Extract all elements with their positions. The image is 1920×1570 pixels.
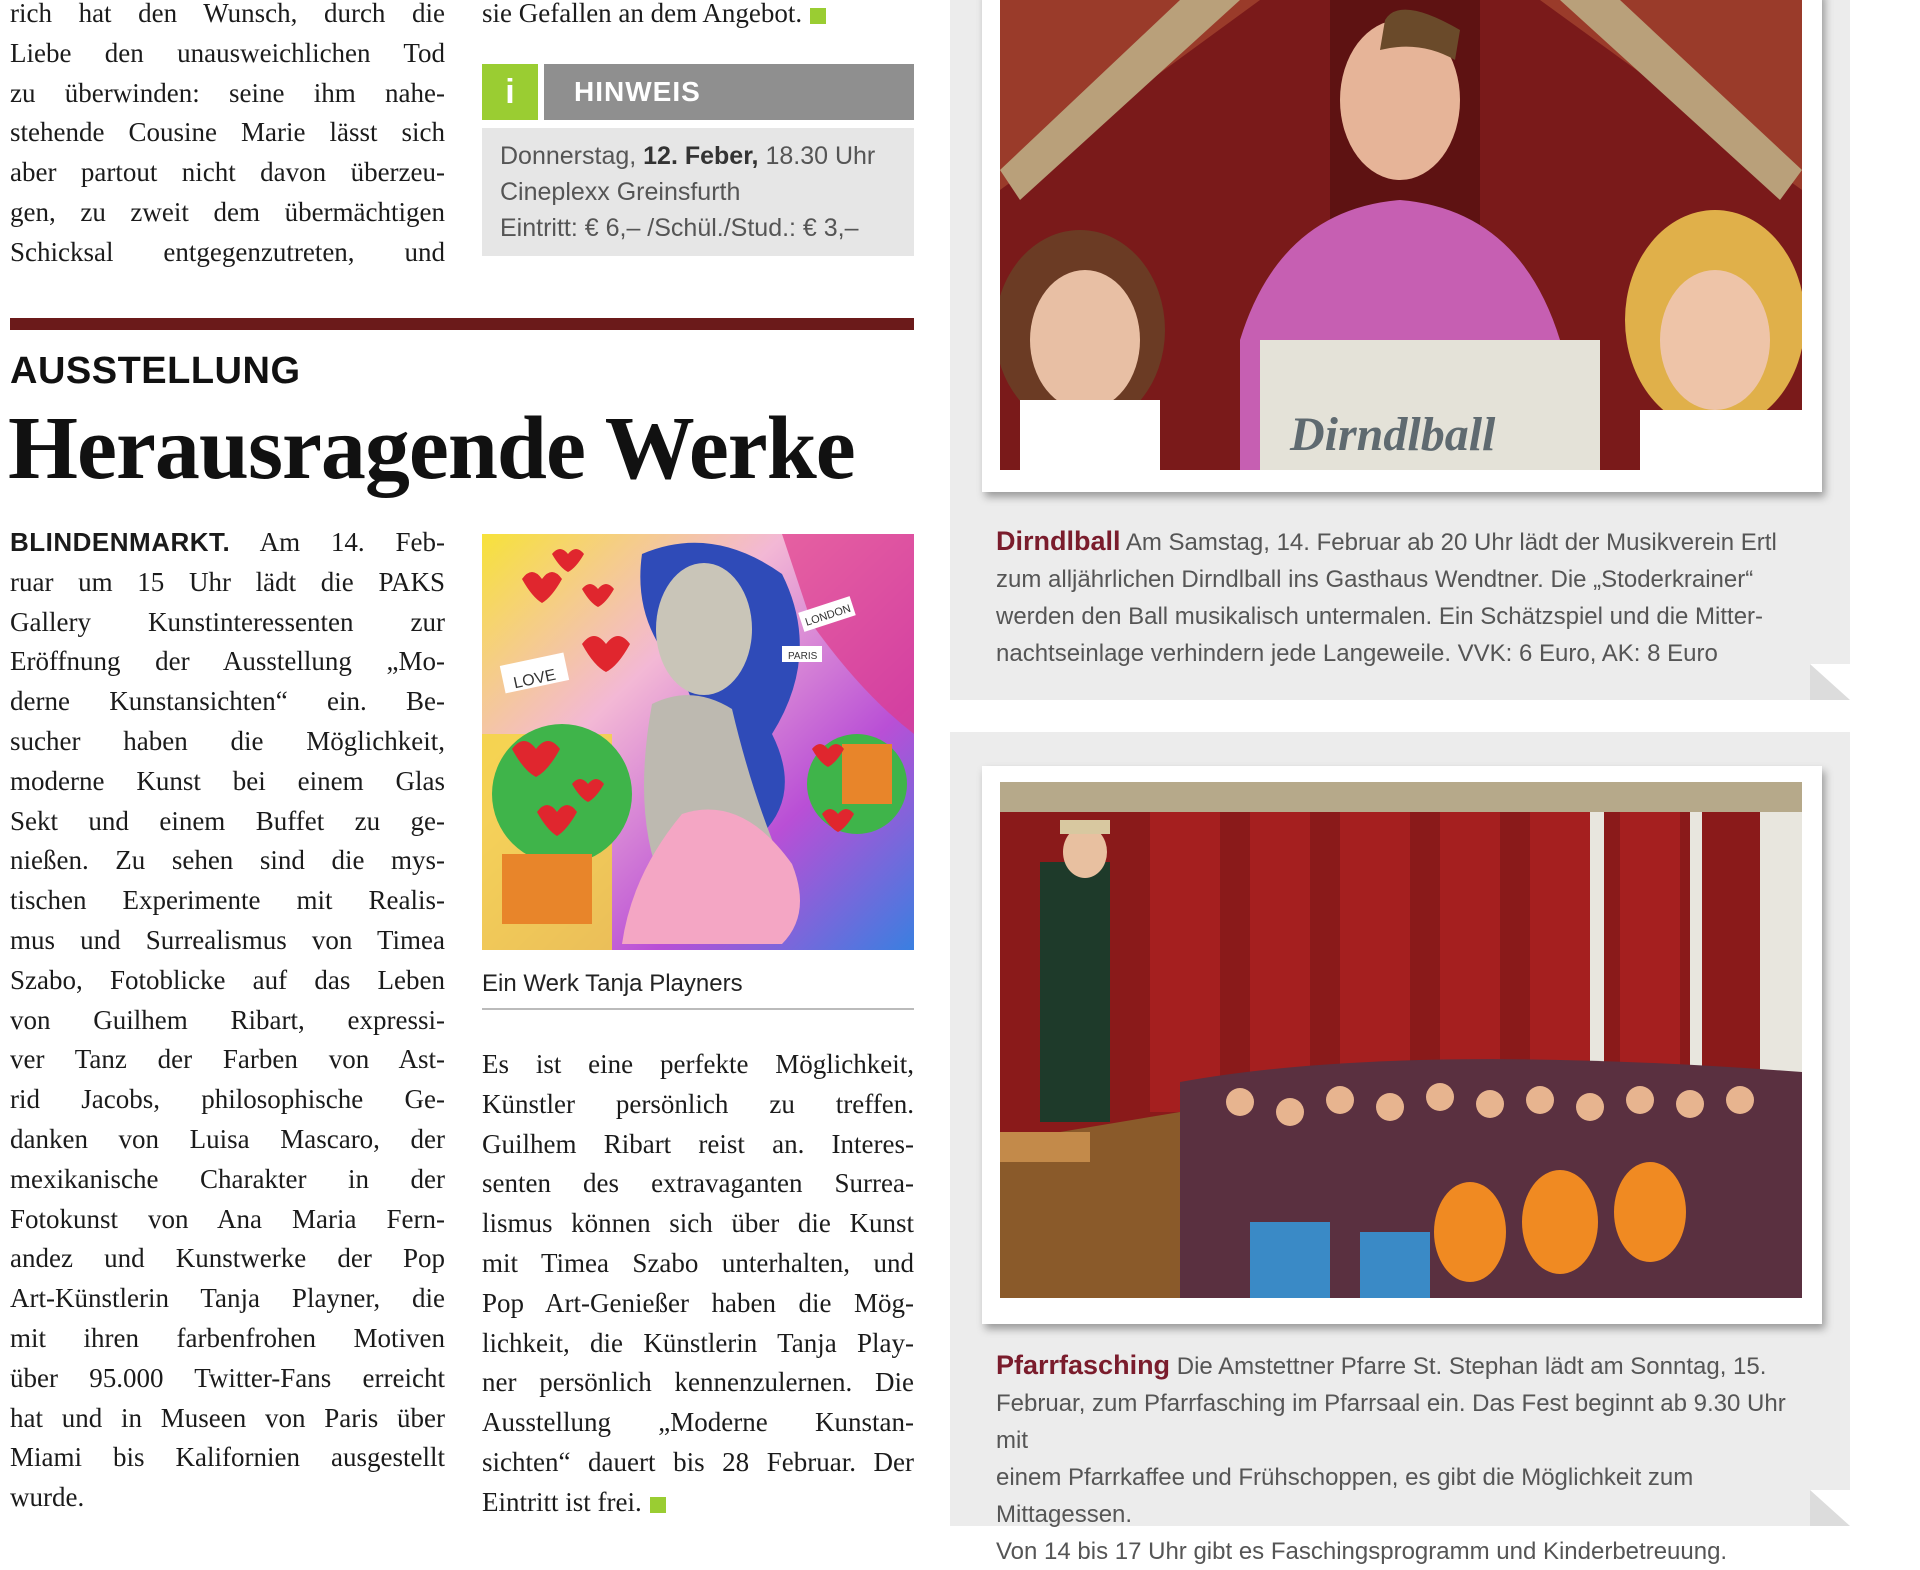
- text-line: nießen. Zu sehen sind die mys-: [10, 845, 445, 876]
- text-line: hat und in Museen von Paris über: [10, 1402, 445, 1433]
- hinweis-title: HINWEIS: [574, 76, 701, 107]
- dirndlball-sign: Dirndlball: [1290, 408, 1496, 461]
- text-line: sichten“ dauert bis 28 Februar. Der: [482, 1446, 914, 1477]
- text-line: Pop Art-Genießer haben die Mög-: [482, 1287, 914, 1318]
- image-caption: Ein Werk Tanja Playners: [482, 970, 743, 997]
- text-line: von Guilhem Ribart, expressi-: [10, 1004, 445, 1035]
- dirndlball-photo: [1000, 0, 1802, 470]
- article-kicker: AUSSTELLUNG: [10, 350, 301, 392]
- text-line: tischen Experimente mit Realis-: [10, 885, 445, 916]
- end-mark-icon: [650, 1497, 666, 1513]
- page-curl-icon: [1810, 664, 1850, 700]
- text-line: zum alljährlichen Dirndlball ins Gasthaus Wendtner. Die „Stoderkrainer“: [996, 566, 1754, 593]
- text-line: rich hat den Wunsch, durch die: [10, 0, 445, 28]
- text-line: zu überwinden: seine ihm nahe-: [10, 77, 445, 108]
- text-line: mexikanische Charakter in der: [10, 1163, 445, 1194]
- text-line: ver Tanz der Farben von Ast-: [10, 1044, 445, 1075]
- dirndlball-text: [996, 523, 1816, 672]
- text-line: aber partout nicht davon überzeu-: [10, 157, 445, 188]
- text-line: über 95.000 Twitter-Fans erreicht: [10, 1362, 445, 1393]
- text-line: Guilhem Ribart reist an. Interes-: [482, 1128, 914, 1159]
- text-line: Es ist eine perfekte Möglichkeit,: [482, 1049, 914, 1079]
- hinweis-venue: Cineplexx Greinsfurth: [500, 178, 741, 206]
- hinweis-price: Eintritt: € 6,– /Schül./Stud.: € 3,–: [500, 214, 859, 242]
- text-line: wurde.: [10, 1482, 85, 1513]
- pfarrfasching-text: [996, 1347, 1816, 1570]
- text-line: nachtseinlage verhindern jede Langeweile. VVK: 6 Euro, AK: 8 Euro: [996, 640, 1718, 667]
- pfarrfasching-title: Pfarrfasching: [996, 1350, 1171, 1380]
- text-line: Pfarrfasching Die Amstettner Pfarre St. Stephan lädt am Sonntag, 15.: [996, 1350, 1767, 1380]
- text-line: ruar um 15 Uhr lädt die PAKS: [10, 566, 445, 597]
- text-line: Schicksal entgegenzutreten, und: [10, 236, 445, 267]
- section-rule: [10, 318, 914, 330]
- text-line: mus und Surrealismus von Timea: [10, 924, 445, 955]
- hinweis-date: 12. Feber,: [643, 142, 759, 170]
- article-headline: Herausragende Werke: [8, 399, 855, 498]
- hinweis-body: [482, 128, 914, 256]
- pop-art-painting: [482, 534, 914, 950]
- text-line: rid Jacobs, philosophische Ge-: [10, 1084, 445, 1115]
- text-line: Von 14 bis 17 Uhr gibt es Faschingsprogramm und Kinderbetreuung.: [996, 1538, 1728, 1565]
- text-line: derne Kunstansichten“ ein. Be-: [10, 686, 445, 717]
- caption-rule: [482, 1008, 914, 1010]
- sign-paris: PARIS: [788, 651, 818, 662]
- text-line: Fotokunst von Ana Maria Fern-: [10, 1203, 445, 1234]
- text-line: Szabo, Fotoblicke auf das Leben: [10, 964, 445, 995]
- text-line: Eintritt ist frei.: [482, 1483, 914, 1523]
- sign-love: LOVE: [512, 666, 558, 693]
- text-line: Gallery Kunstinteressenten zur: [10, 606, 445, 637]
- text-line: einem Pfarrkaffee und Frühschoppen, es gibt die Möglichkeit zum Mittagessen.: [996, 1464, 1694, 1528]
- pfarrfasching-photo: [1000, 782, 1802, 1298]
- text-line: senten des extravaganten Surrea-: [482, 1168, 914, 1199]
- text-line: sie Gefallen an dem Angebot.: [482, 0, 803, 28]
- text-line: gen, zu zweit dem übermächtigen: [10, 196, 445, 227]
- article-dateline: BLINDENMARKT.: [10, 527, 231, 557]
- text-line: Eröffnung der Ausstellung „Mo-: [10, 646, 445, 677]
- article-column-1: [10, 523, 445, 1518]
- sign-london: LONDON: [803, 602, 853, 629]
- text-line: mit ihren farbenfrohen Motiven: [10, 1322, 445, 1353]
- text-line: BLINDENMARKT. Am 14. Feb-: [10, 527, 445, 557]
- text-line: Februar, zum Pfarrfasching im Pfarrsaal ein. Das Fest beginnt ab 9.30 Uhr mit: [996, 1390, 1786, 1454]
- end-mark-icon: [810, 8, 826, 24]
- top-mid-line: [482, 0, 922, 34]
- text-line: lichkeit, die Künstlerin Tanja Play-: [482, 1327, 914, 1358]
- text-line: Dirndlball Am Samstag, 14. Februar ab 20 Uhr lädt der Musikverein Ertl: [996, 526, 1777, 556]
- text-line: moderne Kunst bei einem Glas: [10, 765, 445, 796]
- text-line: mit Timea Szabo unterhalten, und: [482, 1247, 914, 1278]
- text-line: Liebe den unausweichlichen Tod: [10, 37, 445, 68]
- text-line: sucher haben die Möglichkeit,: [10, 725, 445, 756]
- page-curl-icon: [1810, 1490, 1850, 1526]
- dirndlball-title: Dirndlball: [996, 526, 1121, 556]
- hinweis-header: [544, 64, 914, 120]
- text-line: lismus können sich über die Kunst: [482, 1208, 914, 1239]
- text-line: Miami bis Kalifornien ausgestellt: [10, 1442, 445, 1473]
- top-left-column: [10, 0, 445, 273]
- text-line: werden den Ball musikalisch untermalen. Ein Schätzspiel und die Mitter-: [996, 603, 1764, 630]
- text-line: danken von Luisa Mascaro, der: [10, 1123, 445, 1154]
- article-column-2: [482, 1045, 914, 1523]
- text-line: Art-Künstlerin Tanja Playner, die: [10, 1283, 445, 1314]
- info-icon: i: [482, 64, 538, 120]
- hinweis-date-line: Donnerstag, 12. Feber, 18.30 Uhr: [500, 142, 876, 170]
- text-line: stehende Cousine Marie lässt sich: [10, 117, 445, 148]
- text-line: Ausstellung „Moderne Kunstan-: [482, 1407, 914, 1438]
- text-line: Sekt und einem Buffet zu ge-: [10, 805, 445, 836]
- text-line: ner persönlich kennenzulernen. Die: [482, 1367, 914, 1398]
- text-line: Künstler persönlich zu treffen.: [482, 1088, 914, 1119]
- text-line: andez und Kunstwerke der Pop: [10, 1243, 445, 1274]
